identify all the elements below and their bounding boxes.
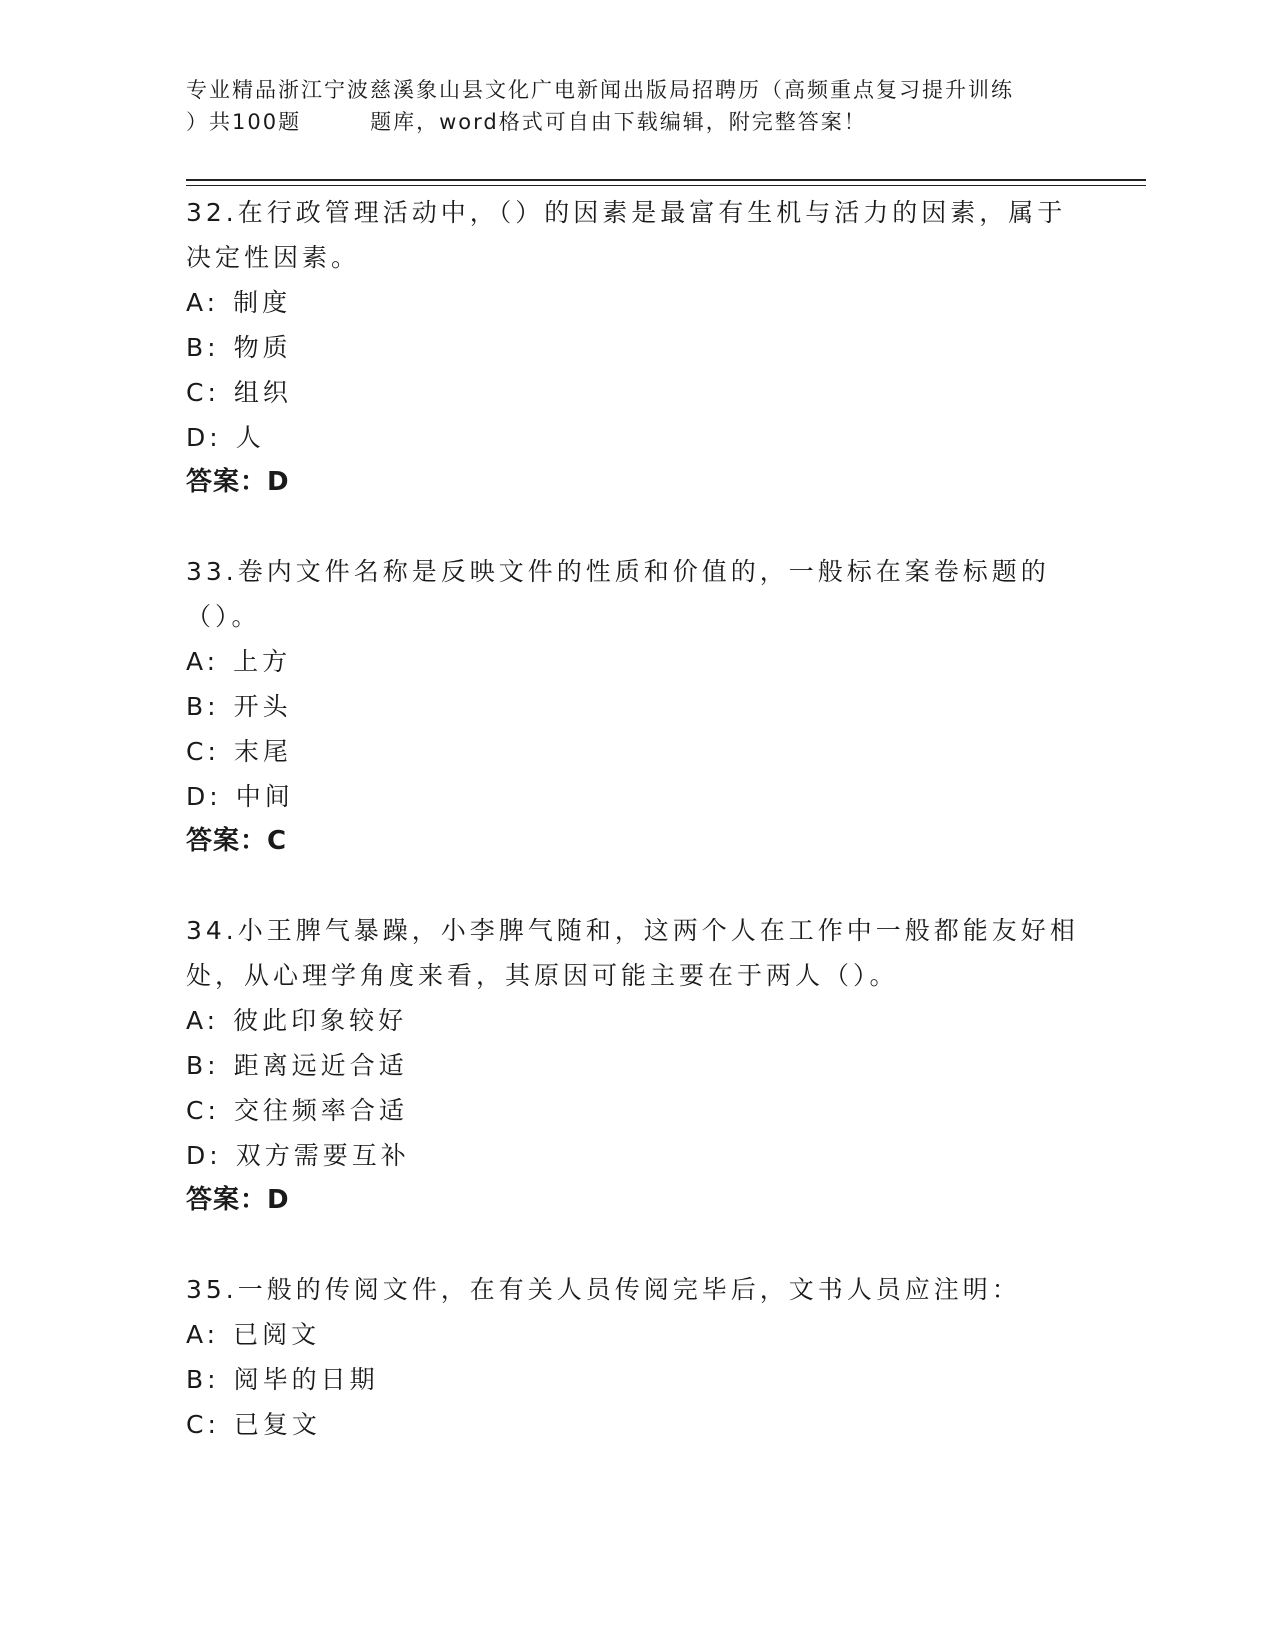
option-a — [186, 1312, 1086, 1357]
option-letter: C: — [186, 1410, 220, 1439]
option-text: 上方 — [233, 647, 292, 676]
option-letter: C: — [186, 1096, 220, 1125]
option-a — [186, 280, 1086, 325]
option-c — [186, 370, 1086, 415]
option-a — [186, 998, 1086, 1043]
option-letter: B: — [186, 692, 220, 721]
option-letter: D: — [186, 1141, 222, 1170]
question-text: 35.一般的传阅文件，在有关人员传阅完毕后，文书人员应注明： — [186, 1275, 1021, 1304]
document-header — [186, 74, 1086, 138]
option-b — [186, 1357, 1086, 1402]
option-text: 组织 — [233, 378, 292, 407]
option-letter: D: — [186, 782, 222, 811]
option-b — [186, 1043, 1086, 1088]
option-letter: A: — [186, 288, 220, 317]
option-text: 已阅文 — [233, 1320, 321, 1349]
option-letter: B: — [186, 333, 220, 362]
answer-line: 答案：D — [186, 467, 290, 497]
option-letter: C: — [186, 378, 220, 407]
option-text: 距离远近合适 — [233, 1051, 408, 1080]
question-text: 33.卷内文件名称是反映文件的性质和价值的，一般标在案卷标题的（）。 — [186, 557, 1050, 631]
option-b — [186, 684, 1086, 729]
option-letter: B: — [186, 1365, 220, 1394]
option-text: 人 — [235, 423, 265, 452]
question-35 — [186, 1267, 1086, 1447]
option-text: 彼此印象较好 — [233, 1006, 408, 1035]
option-text: 已复文 — [233, 1410, 321, 1439]
question-list — [186, 190, 1086, 1491]
option-d — [186, 1133, 1086, 1178]
option-d — [186, 415, 1086, 460]
option-text: 末尾 — [233, 737, 292, 766]
option-text: 物质 — [233, 333, 292, 362]
question-34 — [186, 908, 1086, 1223]
question-text: 32.在行政管理活动中，（）的因素是最富有生机与活力的因素，属于决定性因素。 — [186, 198, 1067, 272]
header-divider-thick — [186, 179, 1146, 181]
option-c — [186, 1088, 1086, 1133]
option-a — [186, 639, 1086, 684]
option-d — [186, 774, 1086, 819]
option-text: 开头 — [233, 692, 292, 721]
header-title-line-2: ）共100题 题库，word格式可自由下载编辑，附完整答案！ — [186, 110, 867, 134]
option-c — [186, 729, 1086, 774]
option-letter: A: — [186, 1006, 220, 1035]
header-divider-thin — [186, 185, 1146, 186]
option-letter: C: — [186, 737, 220, 766]
header-title-line-1: 专业精品浙江宁波慈溪象山县文化广电新闻出版局招聘历（高频重点复习提升训练 — [186, 78, 1014, 102]
option-c — [186, 1402, 1086, 1447]
option-b — [186, 325, 1086, 370]
option-letter: D: — [186, 423, 222, 452]
option-letter: B: — [186, 1051, 220, 1080]
option-letter: A: — [186, 1320, 220, 1349]
question-33 — [186, 549, 1086, 864]
option-text: 双方需要互补 — [235, 1141, 410, 1170]
question-text: 34.小王脾气暴躁，小李脾气随和，这两个人在工作中一般都能友好相处，从心理学角度来看，其原因可能主要在于两人（）。 — [186, 916, 1079, 990]
option-text: 中间 — [235, 782, 294, 811]
option-text: 阅毕的日期 — [233, 1365, 379, 1394]
question-32 — [186, 190, 1086, 505]
option-text: 交往频率合适 — [233, 1096, 408, 1125]
answer-line: 答案：D — [186, 1185, 290, 1215]
option-text: 制度 — [233, 288, 292, 317]
answer-line: 答案：C — [186, 826, 288, 856]
option-letter: A: — [186, 647, 220, 676]
